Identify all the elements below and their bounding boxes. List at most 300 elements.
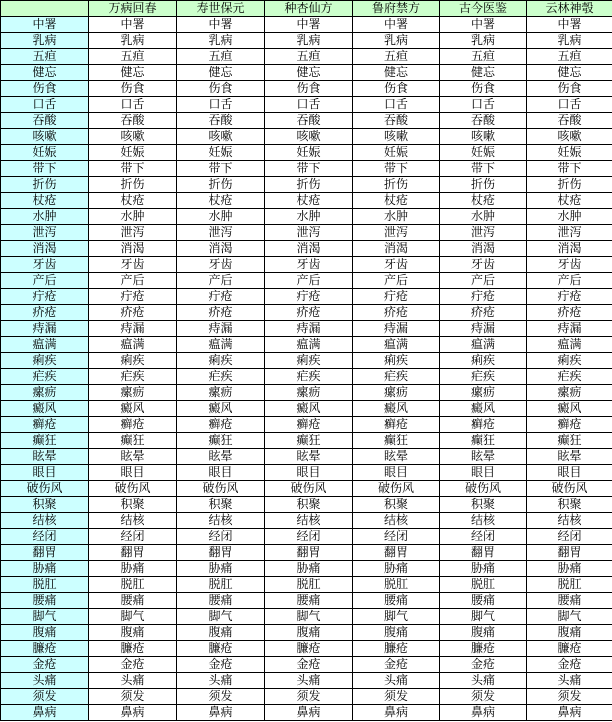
- table-cell[interactable]: 头痛: [89, 673, 177, 689]
- table-cell[interactable]: 折伤: [527, 177, 612, 193]
- table-cell[interactable]: 咳嗽: [527, 129, 612, 145]
- table-cell[interactable]: 口舌: [353, 97, 440, 113]
- table-cell[interactable]: 杖疮: [177, 193, 265, 209]
- table-cell[interactable]: 疥疮: [353, 305, 440, 321]
- table-cell[interactable]: 带下: [177, 161, 265, 177]
- table-cell[interactable]: 疟疾: [177, 369, 265, 385]
- table-cell[interactable]: 五疸: [265, 49, 353, 65]
- table-cell[interactable]: 中署: [177, 17, 265, 33]
- table-cell[interactable]: 痔漏: [177, 321, 265, 337]
- table-cell[interactable]: 积聚: [89, 497, 177, 513]
- table-cell[interactable]: 伤食: [89, 81, 177, 97]
- table-cell[interactable]: 吞酸: [440, 113, 527, 129]
- table-cell[interactable]: 腹痛: [353, 625, 440, 641]
- row-header-cell[interactable]: 癜风: [1, 401, 89, 417]
- table-cell[interactable]: 积聚: [527, 497, 612, 513]
- table-cell[interactable]: 五疸: [353, 49, 440, 65]
- table-cell[interactable]: 瘰疬: [527, 385, 612, 401]
- table-cell[interactable]: 疟疾: [440, 369, 527, 385]
- table-cell[interactable]: 吞酸: [527, 113, 612, 129]
- table-cell[interactable]: 乳病: [527, 33, 612, 49]
- table-cell[interactable]: 经闭: [89, 529, 177, 545]
- table-cell[interactable]: 健忘: [265, 65, 353, 81]
- table-cell[interactable]: 瘰疬: [265, 385, 353, 401]
- table-cell[interactable]: 癫狂: [353, 433, 440, 449]
- table-cell[interactable]: 须发: [177, 689, 265, 705]
- table-cell[interactable]: 牙齿: [89, 257, 177, 273]
- table-cell[interactable]: 口舌: [527, 97, 612, 113]
- table-cell[interactable]: 消渴: [527, 241, 612, 257]
- table-cell[interactable]: 臁疮: [177, 641, 265, 657]
- table-cell[interactable]: 脚气: [265, 609, 353, 625]
- table-cell[interactable]: 消渴: [89, 241, 177, 257]
- table-cell[interactable]: 须发: [527, 689, 612, 705]
- table-cell[interactable]: 胁痛: [177, 561, 265, 577]
- table-cell[interactable]: 腹痛: [440, 625, 527, 641]
- table-cell[interactable]: 杖疮: [89, 193, 177, 209]
- table-cell[interactable]: 痢疾: [440, 353, 527, 369]
- table-cell[interactable]: 妊娠: [177, 145, 265, 161]
- table-cell[interactable]: 痔漏: [265, 321, 353, 337]
- table-cell[interactable]: 妊娠: [89, 145, 177, 161]
- row-header-cell[interactable]: 乳病: [1, 33, 89, 49]
- row-header-cell[interactable]: 妊娠: [1, 145, 89, 161]
- row-header-cell[interactable]: 疔疮: [1, 289, 89, 305]
- table-cell[interactable]: 腰痛: [265, 593, 353, 609]
- table-cell[interactable]: 折伤: [440, 177, 527, 193]
- table-cell[interactable]: 疔疮: [89, 289, 177, 305]
- table-cell[interactable]: 泄泻: [177, 225, 265, 241]
- table-cell[interactable]: 破伤风: [353, 481, 440, 497]
- table-cell[interactable]: 脱肛: [527, 577, 612, 593]
- table-cell[interactable]: 中署: [265, 17, 353, 33]
- table-cell[interactable]: 金疮: [177, 657, 265, 673]
- table-cell[interactable]: 水肿: [265, 209, 353, 225]
- table-cell[interactable]: 结核: [89, 513, 177, 529]
- table-cell[interactable]: 咳嗽: [440, 129, 527, 145]
- table-cell[interactable]: 胁痛: [353, 561, 440, 577]
- table-cell[interactable]: 瘟满: [353, 337, 440, 353]
- table-cell[interactable]: 翻胃: [527, 545, 612, 561]
- table-cell[interactable]: 眩晕: [440, 449, 527, 465]
- table-cell[interactable]: 泄泻: [265, 225, 353, 241]
- table-cell[interactable]: 中署: [353, 17, 440, 33]
- table-cell[interactable]: 咳嗽: [89, 129, 177, 145]
- table-cell[interactable]: 泄泻: [440, 225, 527, 241]
- table-cell[interactable]: 癜风: [177, 401, 265, 417]
- table-cell[interactable]: 破伤风: [527, 481, 612, 497]
- table-cell[interactable]: 须发: [440, 689, 527, 705]
- table-cell[interactable]: 伤食: [527, 81, 612, 97]
- table-cell[interactable]: 泄泻: [89, 225, 177, 241]
- table-cell[interactable]: 疥疮: [440, 305, 527, 321]
- table-cell[interactable]: 癜风: [89, 401, 177, 417]
- table-cell[interactable]: 眼目: [265, 465, 353, 481]
- table-cell[interactable]: 胁痛: [527, 561, 612, 577]
- row-header-cell[interactable]: 伤食: [1, 81, 89, 97]
- row-header-cell[interactable]: 积聚: [1, 497, 89, 513]
- table-cell[interactable]: 痔漏: [353, 321, 440, 337]
- table-cell[interactable]: 癜风: [527, 401, 612, 417]
- table-cell[interactable]: 产后: [440, 273, 527, 289]
- table-cell[interactable]: 瘰疬: [89, 385, 177, 401]
- table-cell[interactable]: 鼻病: [440, 705, 527, 721]
- table-cell[interactable]: 经闭: [265, 529, 353, 545]
- table-cell[interactable]: 眩晕: [353, 449, 440, 465]
- row-header-cell[interactable]: 牙齿: [1, 257, 89, 273]
- table-cell[interactable]: 积聚: [353, 497, 440, 513]
- table-cell[interactable]: 折伤: [265, 177, 353, 193]
- table-cell[interactable]: 眩晕: [89, 449, 177, 465]
- table-cell[interactable]: 痔漏: [89, 321, 177, 337]
- table-cell[interactable]: 积聚: [177, 497, 265, 513]
- table-cell[interactable]: 牙齿: [353, 257, 440, 273]
- table-cell[interactable]: 金疮: [440, 657, 527, 673]
- table-cell[interactable]: 经闭: [177, 529, 265, 545]
- table-cell[interactable]: 痢疾: [177, 353, 265, 369]
- table-cell[interactable]: 折伤: [89, 177, 177, 193]
- table-cell[interactable]: 折伤: [353, 177, 440, 193]
- table-cell[interactable]: 须发: [353, 689, 440, 705]
- column-header[interactable]: 寿世保元: [177, 1, 265, 17]
- table-cell[interactable]: 须发: [89, 689, 177, 705]
- row-header-cell[interactable]: 中署: [1, 17, 89, 33]
- table-cell[interactable]: 癣疮: [89, 417, 177, 433]
- table-cell[interactable]: 癫狂: [527, 433, 612, 449]
- table-cell[interactable]: 积聚: [265, 497, 353, 513]
- table-cell[interactable]: 健忘: [440, 65, 527, 81]
- table-cell[interactable]: 结核: [527, 513, 612, 529]
- row-header-cell[interactable]: 水肿: [1, 209, 89, 225]
- row-header-cell[interactable]: 口舌: [1, 97, 89, 113]
- table-cell[interactable]: 乳病: [177, 33, 265, 49]
- table-cell[interactable]: 癜风: [440, 401, 527, 417]
- column-header[interactable]: 种杏仙方: [265, 1, 353, 17]
- table-cell[interactable]: 泄泻: [353, 225, 440, 241]
- row-header-cell[interactable]: 破伤风: [1, 481, 89, 497]
- table-cell[interactable]: 翻胃: [353, 545, 440, 561]
- column-header[interactable]: 古今医鉴: [440, 1, 527, 17]
- table-cell[interactable]: 腹痛: [177, 625, 265, 641]
- table-cell[interactable]: 五疸: [177, 49, 265, 65]
- table-cell[interactable]: 翻胃: [265, 545, 353, 561]
- table-cell[interactable]: 消渴: [177, 241, 265, 257]
- table-cell[interactable]: 健忘: [527, 65, 612, 81]
- table-cell[interactable]: 健忘: [353, 65, 440, 81]
- table-cell[interactable]: 疔疮: [265, 289, 353, 305]
- table-cell[interactable]: 疟疾: [265, 369, 353, 385]
- table-cell[interactable]: 胁痛: [89, 561, 177, 577]
- table-cell[interactable]: 乳病: [353, 33, 440, 49]
- table-cell[interactable]: 吞酸: [89, 113, 177, 129]
- table-cell[interactable]: 疟疾: [89, 369, 177, 385]
- table-cell[interactable]: 结核: [177, 513, 265, 529]
- row-header-cell[interactable]: 金疮: [1, 657, 89, 673]
- table-cell[interactable]: 中署: [440, 17, 527, 33]
- table-cell[interactable]: 癫狂: [177, 433, 265, 449]
- table-cell[interactable]: 眼目: [177, 465, 265, 481]
- table-cell[interactable]: 鼻病: [89, 705, 177, 721]
- table-cell[interactable]: 乳病: [440, 33, 527, 49]
- table-cell[interactable]: 牙齿: [527, 257, 612, 273]
- table-cell[interactable]: 口舌: [440, 97, 527, 113]
- table-cell[interactable]: 疥疮: [89, 305, 177, 321]
- table-cell[interactable]: 腰痛: [177, 593, 265, 609]
- table-cell[interactable]: 金疮: [265, 657, 353, 673]
- column-header[interactable]: 万病回春: [89, 1, 177, 17]
- row-header-cell[interactable]: 须发: [1, 689, 89, 705]
- table-cell[interactable]: 带下: [265, 161, 353, 177]
- table-cell[interactable]: 脚气: [527, 609, 612, 625]
- table-cell[interactable]: 破伤风: [177, 481, 265, 497]
- table-cell[interactable]: 头痛: [440, 673, 527, 689]
- table-cell[interactable]: 疥疮: [177, 305, 265, 321]
- table-cell[interactable]: 瘟满: [440, 337, 527, 353]
- row-header-cell[interactable]: 眼目: [1, 465, 89, 481]
- table-cell[interactable]: 牙齿: [265, 257, 353, 273]
- table-cell[interactable]: 癣疮: [527, 417, 612, 433]
- table-cell[interactable]: 破伤风: [89, 481, 177, 497]
- table-cell[interactable]: 癫狂: [440, 433, 527, 449]
- table-cell[interactable]: 痢疾: [353, 353, 440, 369]
- row-header-cell[interactable]: 鼻病: [1, 705, 89, 721]
- column-header[interactable]: 鲁府禁方: [353, 1, 440, 17]
- table-cell[interactable]: 伤食: [353, 81, 440, 97]
- row-header-cell[interactable]: 产后: [1, 273, 89, 289]
- table-cell[interactable]: 须发: [265, 689, 353, 705]
- table-cell[interactable]: 痢疾: [89, 353, 177, 369]
- table-cell[interactable]: 破伤风: [440, 481, 527, 497]
- table-cell[interactable]: 脚气: [353, 609, 440, 625]
- table-cell[interactable]: 经闭: [527, 529, 612, 545]
- table-cell[interactable]: 伤食: [177, 81, 265, 97]
- row-header-cell[interactable]: 消渴: [1, 241, 89, 257]
- table-cell[interactable]: 眩晕: [265, 449, 353, 465]
- table-cell[interactable]: 瘟满: [527, 337, 612, 353]
- table-cell[interactable]: 结核: [440, 513, 527, 529]
- table-cell[interactable]: 腹痛: [265, 625, 353, 641]
- table-cell[interactable]: 水肿: [177, 209, 265, 225]
- row-header-cell[interactable]: 癣疮: [1, 417, 89, 433]
- table-cell[interactable]: 腰痛: [527, 593, 612, 609]
- table-cell[interactable]: 瘰疬: [440, 385, 527, 401]
- table-cell[interactable]: 脱肛: [89, 577, 177, 593]
- table-cell[interactable]: 吞酸: [177, 113, 265, 129]
- row-header-cell[interactable]: 腹痛: [1, 625, 89, 641]
- table-cell[interactable]: 疔疮: [177, 289, 265, 305]
- table-cell[interactable]: 臁疮: [527, 641, 612, 657]
- table-cell[interactable]: 瘟满: [177, 337, 265, 353]
- table-cell[interactable]: 产后: [353, 273, 440, 289]
- table-cell[interactable]: 疔疮: [440, 289, 527, 305]
- table-cell[interactable]: 泄泻: [527, 225, 612, 241]
- table-cell[interactable]: 疔疮: [353, 289, 440, 305]
- row-header-cell[interactable]: 杖疮: [1, 193, 89, 209]
- table-cell[interactable]: 鼻病: [265, 705, 353, 721]
- table-cell[interactable]: 五疸: [440, 49, 527, 65]
- table-cell[interactable]: 癣疮: [265, 417, 353, 433]
- table-cell[interactable]: 中署: [89, 17, 177, 33]
- table-cell[interactable]: 腰痛: [89, 593, 177, 609]
- table-cell[interactable]: 牙齿: [177, 257, 265, 273]
- row-header-cell[interactable]: 痔漏: [1, 321, 89, 337]
- table-cell[interactable]: 伤食: [440, 81, 527, 97]
- table-cell[interactable]: 妊娠: [440, 145, 527, 161]
- table-cell[interactable]: 臁疮: [440, 641, 527, 657]
- table-cell[interactable]: 吞酸: [353, 113, 440, 129]
- table-cell[interactable]: 消渴: [265, 241, 353, 257]
- table-cell[interactable]: 腰痛: [440, 593, 527, 609]
- table-cell[interactable]: 疥疮: [527, 305, 612, 321]
- table-cell[interactable]: 腹痛: [527, 625, 612, 641]
- table-cell[interactable]: 胁痛: [265, 561, 353, 577]
- table-cell[interactable]: 脚气: [89, 609, 177, 625]
- table-cell[interactable]: 瘟满: [89, 337, 177, 353]
- table-cell[interactable]: 癣疮: [440, 417, 527, 433]
- table-cell[interactable]: 腰痛: [353, 593, 440, 609]
- table-cell[interactable]: 杖疮: [527, 193, 612, 209]
- table-cell[interactable]: 胁痛: [440, 561, 527, 577]
- table-cell[interactable]: 痔漏: [440, 321, 527, 337]
- table-cell[interactable]: 金疮: [527, 657, 612, 673]
- table-cell[interactable]: 脚气: [440, 609, 527, 625]
- table-cell[interactable]: 痢疾: [527, 353, 612, 369]
- row-header-cell[interactable]: 头痛: [1, 673, 89, 689]
- table-cell[interactable]: 破伤风: [265, 481, 353, 497]
- table-cell[interactable]: 癜风: [265, 401, 353, 417]
- table-cell[interactable]: 痔漏: [527, 321, 612, 337]
- table-cell[interactable]: 瘟满: [265, 337, 353, 353]
- table-cell[interactable]: 水肿: [353, 209, 440, 225]
- table-cell[interactable]: 癫狂: [89, 433, 177, 449]
- table-cell[interactable]: 头痛: [265, 673, 353, 689]
- table-cell[interactable]: 杖疮: [265, 193, 353, 209]
- row-header-cell[interactable]: 臁疮: [1, 641, 89, 657]
- table-cell[interactable]: 脱肛: [353, 577, 440, 593]
- table-cell[interactable]: 乳病: [89, 33, 177, 49]
- table-cell[interactable]: 癣疮: [177, 417, 265, 433]
- table-cell[interactable]: 消渴: [353, 241, 440, 257]
- table-cell[interactable]: 金疮: [353, 657, 440, 673]
- table-cell[interactable]: 折伤: [177, 177, 265, 193]
- row-header-cell[interactable]: 咳嗽: [1, 129, 89, 145]
- table-cell[interactable]: 水肿: [89, 209, 177, 225]
- table-cell[interactable]: 牙齿: [440, 257, 527, 273]
- table-cell[interactable]: 头痛: [353, 673, 440, 689]
- row-header-cell[interactable]: 健忘: [1, 65, 89, 81]
- table-cell[interactable]: 头痛: [527, 673, 612, 689]
- table-cell[interactable]: 鼻病: [527, 705, 612, 721]
- row-header-cell[interactable]: 眩晕: [1, 449, 89, 465]
- row-header-cell[interactable]: 脱肛: [1, 577, 89, 593]
- table-cell[interactable]: 带下: [89, 161, 177, 177]
- table-cell[interactable]: 结核: [353, 513, 440, 529]
- row-header-cell[interactable]: 结核: [1, 513, 89, 529]
- row-header-cell[interactable]: 泄泻: [1, 225, 89, 241]
- table-cell[interactable]: 脱肛: [265, 577, 353, 593]
- table-cell[interactable]: 中署: [527, 17, 612, 33]
- table-cell[interactable]: 产后: [177, 273, 265, 289]
- table-cell[interactable]: 健忘: [177, 65, 265, 81]
- table-cell[interactable]: 乳病: [265, 33, 353, 49]
- table-cell[interactable]: 水肿: [440, 209, 527, 225]
- table-cell[interactable]: 口舌: [265, 97, 353, 113]
- row-header-cell[interactable]: 带下: [1, 161, 89, 177]
- table-cell[interactable]: 头痛: [177, 673, 265, 689]
- table-cell[interactable]: 口舌: [177, 97, 265, 113]
- table-cell[interactable]: 疟疾: [527, 369, 612, 385]
- table-cell[interactable]: 疔疮: [527, 289, 612, 305]
- table-cell[interactable]: 瘰疬: [177, 385, 265, 401]
- table-cell[interactable]: 鼻病: [353, 705, 440, 721]
- row-header-cell[interactable]: 经闭: [1, 529, 89, 545]
- table-cell[interactable]: 带下: [440, 161, 527, 177]
- table-cell[interactable]: 翻胃: [440, 545, 527, 561]
- table-cell[interactable]: 癫狂: [265, 433, 353, 449]
- row-header-cell[interactable]: 疟疾: [1, 369, 89, 385]
- table-cell[interactable]: 产后: [527, 273, 612, 289]
- table-cell[interactable]: 健忘: [89, 65, 177, 81]
- table-cell[interactable]: 带下: [353, 161, 440, 177]
- table-cell[interactable]: 杖疮: [353, 193, 440, 209]
- row-header-cell[interactable]: 瘰疬: [1, 385, 89, 401]
- table-cell[interactable]: 经闭: [440, 529, 527, 545]
- row-header-cell[interactable]: 胁痛: [1, 561, 89, 577]
- table-cell[interactable]: 眼目: [89, 465, 177, 481]
- table-cell[interactable]: 口舌: [89, 97, 177, 113]
- row-header-cell[interactable]: 腰痛: [1, 593, 89, 609]
- row-header-cell[interactable]: 癫狂: [1, 433, 89, 449]
- table-cell[interactable]: 眩晕: [177, 449, 265, 465]
- table-cell[interactable]: 臁疮: [89, 641, 177, 657]
- table-cell[interactable]: 积聚: [440, 497, 527, 513]
- table-cell[interactable]: 五疸: [89, 49, 177, 65]
- table-cell[interactable]: 结核: [265, 513, 353, 529]
- table-cell[interactable]: 杖疮: [440, 193, 527, 209]
- table-cell[interactable]: 咳嗽: [177, 129, 265, 145]
- table-cell[interactable]: 经闭: [353, 529, 440, 545]
- column-header[interactable]: 云林神彀: [527, 1, 612, 17]
- table-cell[interactable]: 金疮: [89, 657, 177, 673]
- table-cell[interactable]: 臁疮: [265, 641, 353, 657]
- table-cell[interactable]: 带下: [527, 161, 612, 177]
- table-cell[interactable]: 疥疮: [265, 305, 353, 321]
- row-header-cell[interactable]: 折伤: [1, 177, 89, 193]
- table-cell[interactable]: 眩晕: [527, 449, 612, 465]
- table-cell[interactable]: 水肿: [527, 209, 612, 225]
- table-cell[interactable]: 癣疮: [353, 417, 440, 433]
- table-cell[interactable]: 五疸: [527, 49, 612, 65]
- row-header-cell[interactable]: 疥疮: [1, 305, 89, 321]
- row-header-cell[interactable]: 脚气: [1, 609, 89, 625]
- row-header-cell[interactable]: 痢疾: [1, 353, 89, 369]
- corner-cell[interactable]: [1, 1, 89, 17]
- table-cell[interactable]: 脱肛: [177, 577, 265, 593]
- table-cell[interactable]: 产后: [89, 273, 177, 289]
- table-cell[interactable]: 消渴: [440, 241, 527, 257]
- row-header-cell[interactable]: 瘟满: [1, 337, 89, 353]
- table-cell[interactable]: 翻胃: [89, 545, 177, 561]
- table-cell[interactable]: 妊娠: [265, 145, 353, 161]
- table-cell[interactable]: 妊娠: [527, 145, 612, 161]
- table-cell[interactable]: 腹痛: [89, 625, 177, 641]
- table-cell[interactable]: 翻胃: [177, 545, 265, 561]
- table-cell[interactable]: 咳嗽: [353, 129, 440, 145]
- row-header-cell[interactable]: 吞酸: [1, 113, 89, 129]
- table-cell[interactable]: 癜风: [353, 401, 440, 417]
- table-cell[interactable]: 眼目: [527, 465, 612, 481]
- table-cell[interactable]: 瘰疬: [353, 385, 440, 401]
